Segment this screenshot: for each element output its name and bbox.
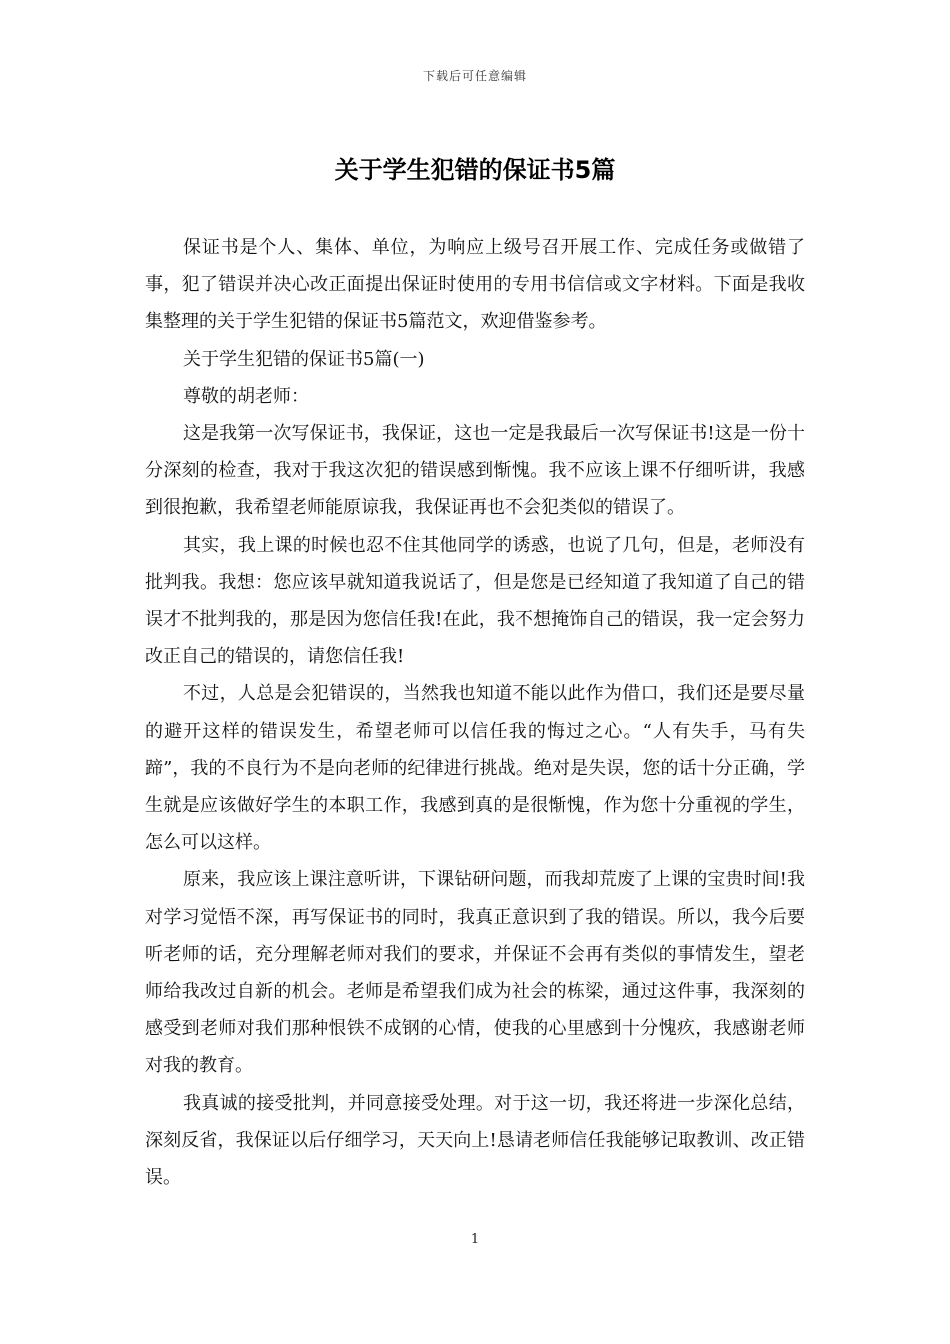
paragraph-intro: 保证书是个人、集体、单位，为响应上级号召开展工作、完成任务或做错了事，犯了错误并决心改正面提出保证时使用的专用书信信或文字材料。下面是我收集整理的关于学生犯错的保证书5篇范文，欢迎借鉴参考。 [145,237,805,333]
page-number: 1 [470,1232,480,1247]
document-body [145,229,805,1196]
header-note: 下载后可任意编辑 [422,69,527,83]
section-heading: 关于学生犯错的保证书5篇(一) [183,348,425,370]
paragraph: 原来，我应该上课注意听讲，下课钻研问题，而我却荒废了上课的宝贵时间!我对学习觉悟不深，再写保证书的同时，我真正意识到了我的错误。所以，我今后要听老师的话，充分理解老师对我们的要求，并保证不会再有类似的事情发生，望老师给我改过自新的机会。老师是希望我们成为社会的栋梁，通过这件事，我深刻的感受到老师对我们那种恨铁不成钢的心情，使我的心里感到十分愧疚，我感谢老师对我的教育。 [145,869,805,1077]
paragraph: 不过，人总是会犯错误的，当然我也知道不能以此作为借口，我们还是要尽量的避开这样的错误发生，希望老师可以信任我的悔过之心。“人有失手，马有失蹄”，我的不良行为不是向老师的纪律进行挑战。绝对是失误，您的话十分正确，学生就是应该做好学生的本职工作，我感到真的是很惭愧，作为您十分重视的学生，怎么可以这样。 [145,683,805,854]
document-title: 关于学生犯错的保证书5篇 [334,156,616,184]
paragraph: 我真诚的接受批判，并同意接受处理。对于这一切，我还将进一步深化总结，深刻反省，我保证以后仔细学习，天天向上!恳请老师信任我能够记取教训、改正错误。 [145,1092,805,1189]
paragraph: 这是我第一次写保证书，我保证，这也一定是我最后一次写保证书!这是一份十分深刻的检查，我对于我这次犯的错误感到惭愧。我不应该上课不仔细听讲，我感到很抱歉，我希望老师能原谅我，我保证再也不会犯类似的错误了。 [145,423,805,519]
salutation: 尊敬的胡老师： [183,385,309,407]
paragraph: 其实，我上课的时候也忍不住其他同学的诱惑，也说了几句，但是，老师没有批判我。我想：您应该早就知道我说话了，但是您是已经知道了我知道了自己的错误才不批判我的，那是因为您信任我!在此，我不想掩饰自己的错误，我一定会努力改正自己的错误的，请您信任我! [145,534,805,668]
